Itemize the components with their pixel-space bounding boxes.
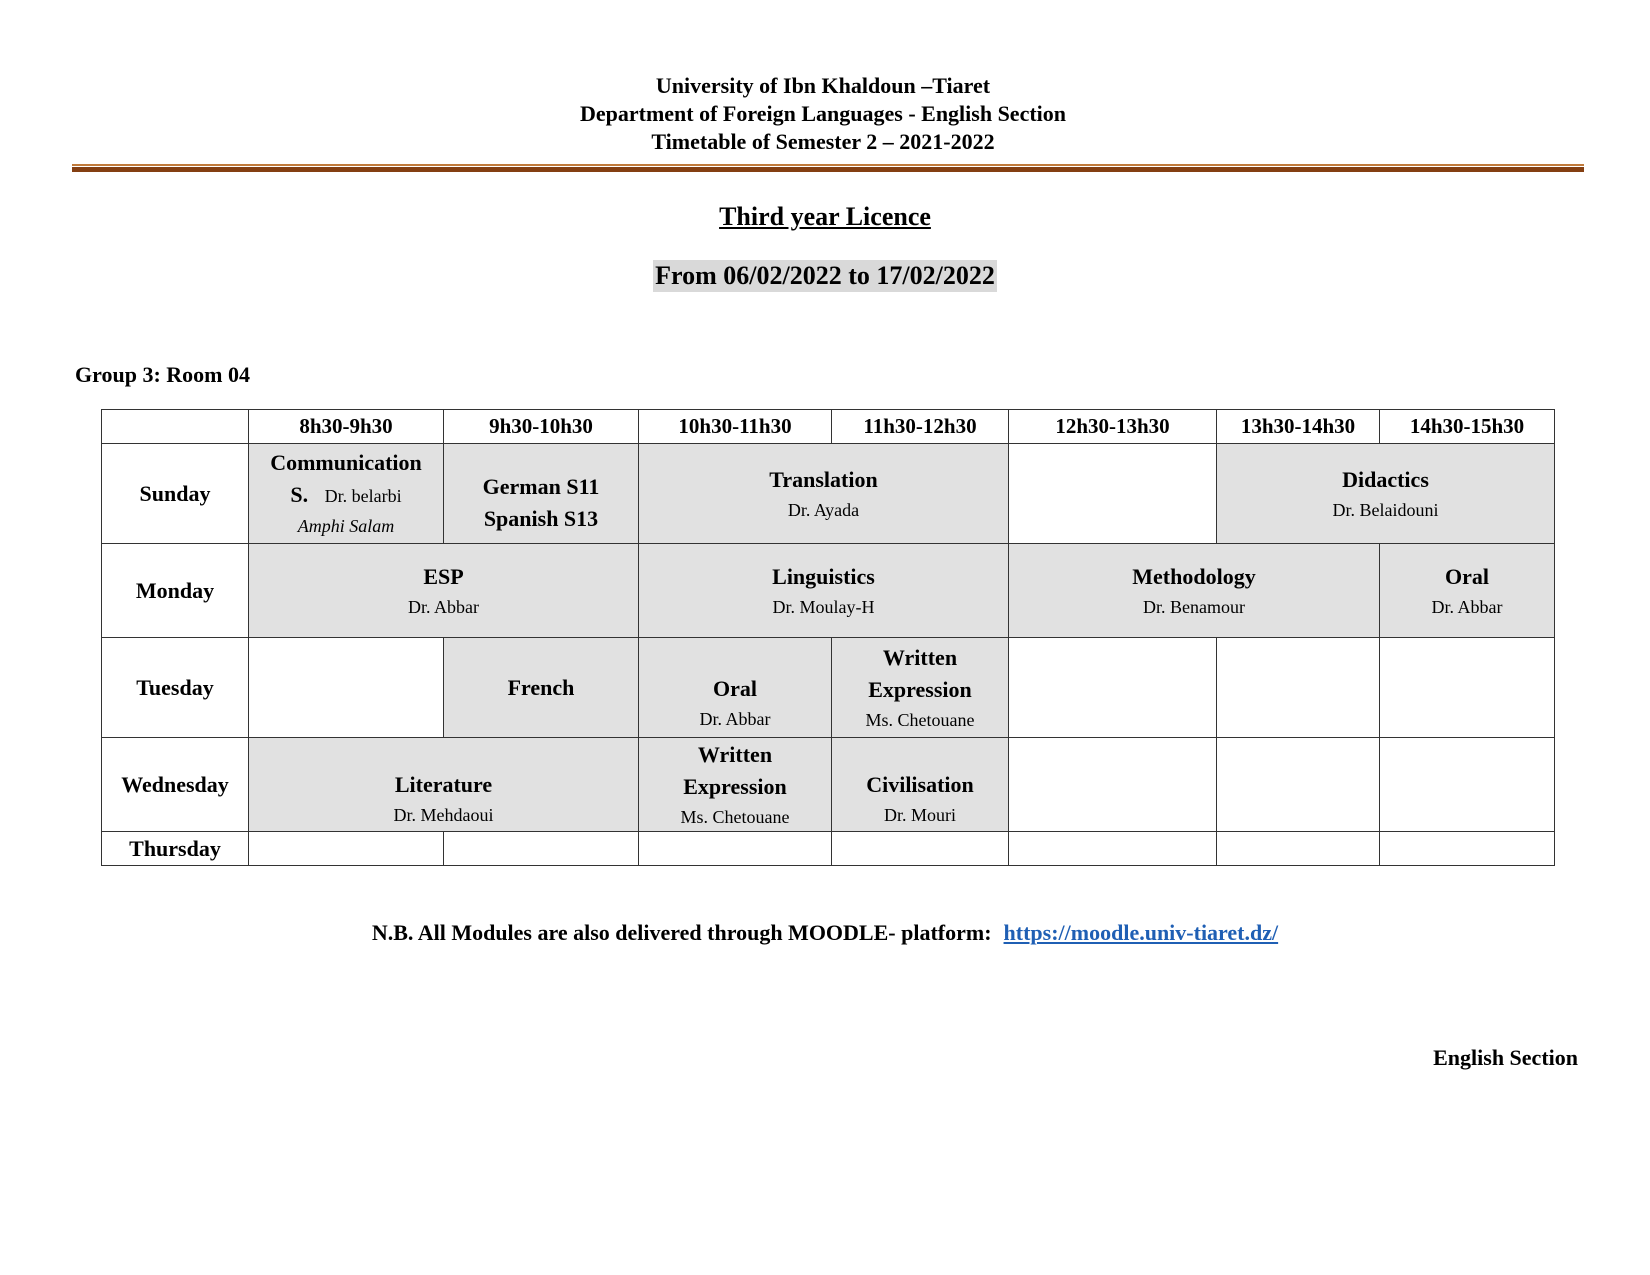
- session-translation: [639, 444, 1009, 544]
- day-label: Tuesday: [102, 638, 249, 738]
- corner-cell: [102, 410, 249, 444]
- day-label: Wednesday: [102, 738, 249, 832]
- empty-cell: [1009, 832, 1217, 866]
- session-teacher: Dr. Abbar: [408, 596, 479, 617]
- date-range: From 06/02/2022 to 17/02/2022: [655, 261, 995, 290]
- time-slot: 12h30-13h30: [1009, 410, 1217, 444]
- session-teacher: Ms. Chetouane: [865, 709, 975, 730]
- session-subject: German S11: [482, 473, 600, 499]
- empty-cell: [1380, 738, 1555, 832]
- empty-cell: [249, 638, 444, 738]
- time-slot: 8h30-9h30: [249, 410, 444, 444]
- row-sunday: [102, 444, 1555, 544]
- session-oral: [639, 638, 832, 738]
- session-subject: Written: [882, 644, 958, 670]
- session-subject: ESP: [423, 563, 464, 589]
- session-teacher: Dr. Ayada: [787, 499, 860, 520]
- empty-cell: [1380, 638, 1555, 738]
- session-teacher: Ms. Chetouane: [680, 806, 790, 827]
- row-wednesday: [102, 738, 1555, 832]
- session-subject: Linguistics: [772, 563, 875, 589]
- row-tuesday: [102, 638, 1555, 738]
- row-monday: [102, 544, 1555, 638]
- session-languages: [444, 444, 639, 544]
- session-subject: Written: [697, 741, 773, 767]
- empty-cell: [1009, 638, 1217, 738]
- timetable: [101, 409, 1555, 866]
- day-label: Sunday: [102, 444, 249, 544]
- session-teacher: Dr. Abbar: [699, 708, 771, 729]
- session-teacher: Dr. Abbar: [1431, 596, 1503, 617]
- session-teacher: Dr. belarbi: [324, 486, 402, 506]
- session-written-expression: [832, 638, 1009, 738]
- session-subject: Expression: [868, 676, 972, 702]
- day-label: Monday: [102, 544, 249, 638]
- time-slot: 14h30-15h30: [1380, 410, 1555, 444]
- session-subject: Spanish S13: [483, 505, 599, 531]
- session-subject: Oral: [713, 675, 757, 701]
- day-label: Thursday: [102, 832, 249, 866]
- session-linguistics: [639, 544, 1009, 638]
- session-subject: Translation: [769, 466, 878, 492]
- note-text: N.B. All Modules are also delivered through MOODLE- platform:: [371, 920, 992, 945]
- empty-cell: [832, 832, 1009, 866]
- session-subject: Oral: [1445, 563, 1489, 589]
- time-slot: 10h30-11h30: [639, 410, 832, 444]
- time-slot: 9h30-10h30: [444, 410, 639, 444]
- timetable-semester: Timetable of Semester 2 – 2021-2022: [651, 129, 995, 154]
- empty-cell: [249, 832, 444, 866]
- page-title: Third year Licence: [719, 202, 931, 231]
- session-subject: Methodology: [1132, 563, 1256, 589]
- session-subject: Civilisation: [866, 771, 974, 797]
- empty-cell: [1217, 738, 1380, 832]
- session-written-expression: [639, 738, 832, 832]
- session-subject: Communication: [270, 450, 422, 475]
- moodle-link[interactable]: https://moodle.univ-tiaret.dz/: [1003, 920, 1279, 945]
- moodle-note: [0, 920, 1650, 946]
- session-subject: Expression: [683, 773, 787, 799]
- header-rule-thin: [72, 164, 1584, 166]
- row-thursday: [102, 832, 1555, 866]
- session-room: Amphi Salam: [297, 516, 395, 536]
- signature: English Section: [1433, 1045, 1578, 1070]
- session-subject: French: [507, 674, 575, 700]
- empty-cell: [1009, 738, 1217, 832]
- time-slot: 13h30-14h30: [1217, 410, 1380, 444]
- department-name: Department of Foreign Languages - English Section: [579, 101, 1067, 126]
- session-subject: Literature: [394, 771, 493, 797]
- group-room-label: Group 3: Room 04: [75, 362, 250, 387]
- session-french: [444, 638, 639, 738]
- session-esp: [249, 544, 639, 638]
- document-header: [0, 72, 1650, 156]
- university-name: University of Ibn Khaldoun –Tiaret: [655, 73, 991, 98]
- session-literature: [249, 738, 639, 832]
- session-teacher: Dr. Mehdaoui: [393, 804, 494, 825]
- session-communication: [249, 444, 444, 544]
- empty-cell: [1217, 638, 1380, 738]
- session-teacher: Dr. Moulay-H: [772, 596, 875, 617]
- time-slot: 11h30-12h30: [832, 410, 1009, 444]
- session-methodology: [1009, 544, 1380, 638]
- empty-cell: [1009, 444, 1217, 544]
- session-oral: [1380, 544, 1555, 638]
- session-subject-cont: S.: [290, 482, 309, 507]
- session-teacher: Dr. Benamour: [1143, 596, 1245, 617]
- empty-cell: [1380, 832, 1555, 866]
- session-teacher: Dr. Mouri: [884, 804, 956, 825]
- header-row: [102, 410, 1555, 444]
- session-teacher: Dr. Belaidouni: [1332, 499, 1439, 520]
- empty-cell: [639, 832, 832, 866]
- header-rule-thick: [72, 167, 1584, 172]
- empty-cell: [444, 832, 639, 866]
- empty-cell: [1217, 832, 1380, 866]
- session-subject: Didactics: [1342, 466, 1429, 492]
- session-didactics: [1217, 444, 1555, 544]
- session-civilisation: [832, 738, 1009, 832]
